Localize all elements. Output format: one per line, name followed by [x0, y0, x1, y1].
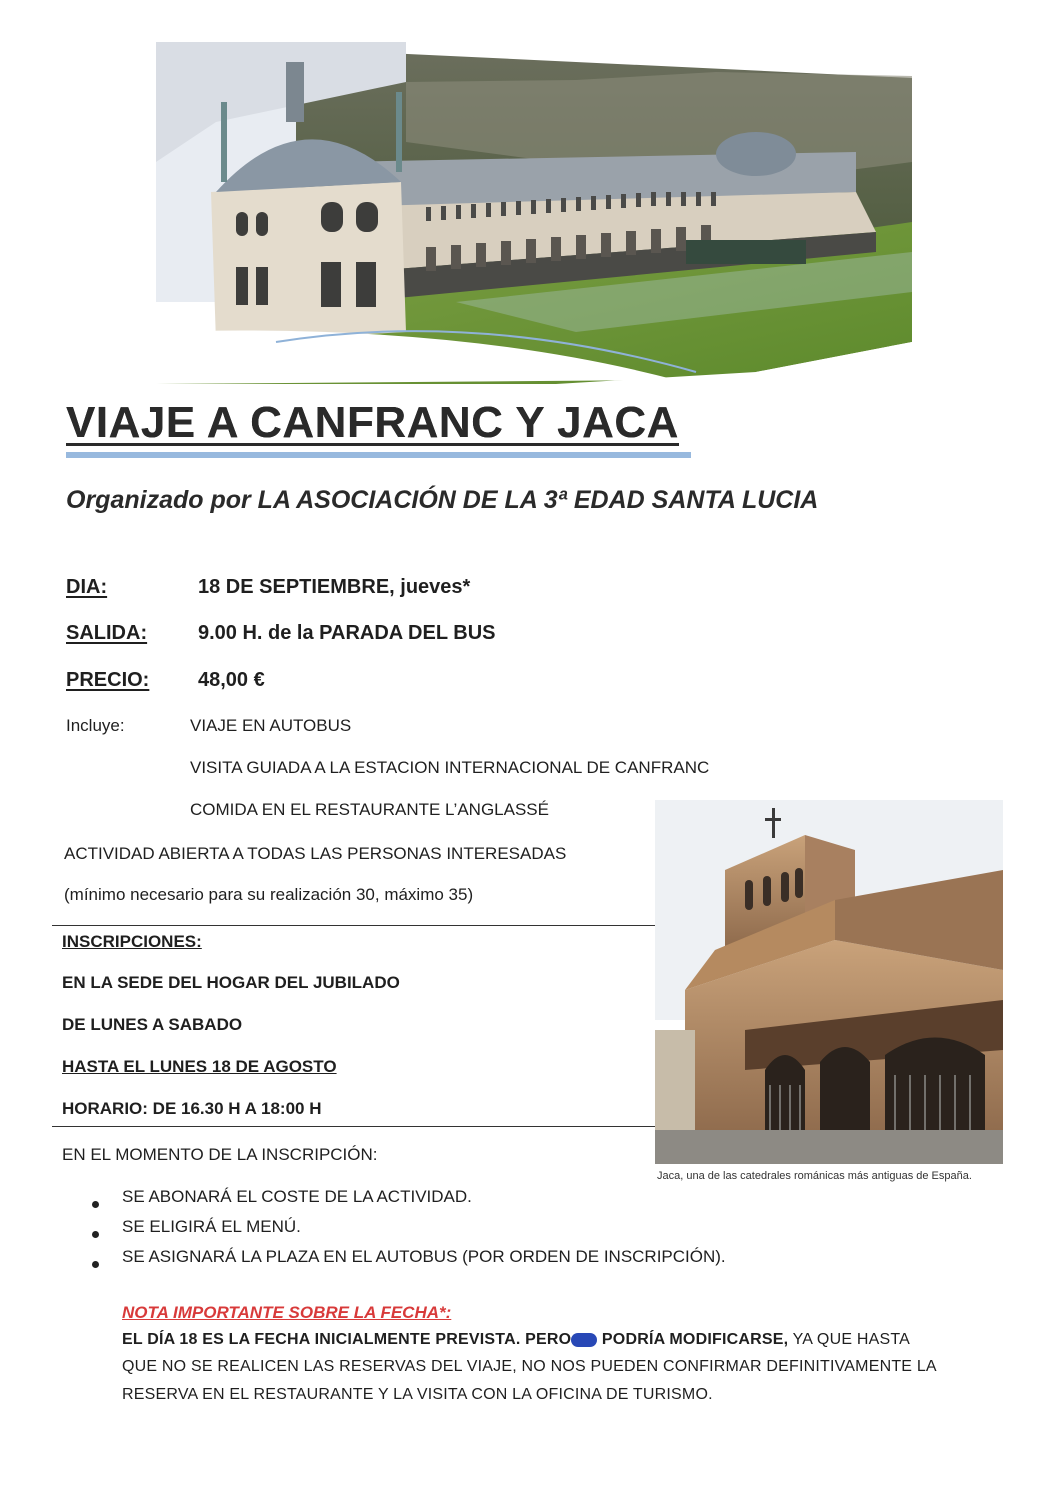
nota-line-1-rest: YA QUE HASTA — [788, 1331, 910, 1348]
list-item: SE ABONARÁ EL COSTE DE LA ACTIVIDAD. — [122, 1187, 472, 1206]
nota-line-3: RESERVA EN EL RESTAURANTE Y LA VISITA CON LA OFICINA DE TURISMO. — [122, 1386, 713, 1403]
nota-line-1 — [122, 1331, 910, 1349]
list-item: SE ELIGIRÁ EL MENÚ. — [122, 1217, 301, 1236]
incluye-label: Incluye: — [66, 716, 125, 735]
incluye-item: COMIDA EN EL RESTAURANTE L’ANGLASSÉ — [190, 800, 549, 819]
actividad-text: ACTIVIDAD ABIERTA A TODAS LAS PERSONAS INTERESADAS — [64, 844, 567, 863]
nota-line-1-bold-a: EL DÍA 18 ES LA FECHA INICIALMENTE PREVISTA. PERO — [122, 1331, 572, 1348]
dia-label: DIA: — [66, 576, 108, 598]
inscripciones-horario: HORARIO: DE 16.30 H A 18:00 H — [62, 1099, 322, 1118]
bullet-dot-icon — [92, 1195, 99, 1213]
precio-value: 48,00 € — [198, 669, 265, 691]
inscripciones-sede: EN LA SEDE DEL HOGAR DEL JUBILADO — [62, 973, 400, 992]
salida-label: SALIDA: — [66, 622, 148, 644]
precio-label: PRECIO: — [66, 669, 150, 691]
canfranc-station-photo — [156, 42, 912, 384]
dia-value: 18 DE SEPTIEMBRE, jueves* — [198, 576, 471, 598]
salida-value: 9.00 H. de la PARADA DEL BUS — [198, 622, 496, 644]
nota-line-2: QUE NO SE REALICEN LAS RESERVAS DEL VIAJE, NO NOS PUEDEN CONFIRMAR DEFINITIVAMENTE LA — [122, 1358, 937, 1375]
momento-heading: EN EL MOMENTO DE LA INSCRIPCIÓN: — [62, 1145, 378, 1164]
subtitle: Organizado por LA ASOCIACIÓN DE LA 3ª EDAD SANTA LUCIA — [66, 486, 819, 514]
title-underline-accent — [66, 452, 691, 458]
photo-caption: Jaca, una de las catedrales románicas más antiguas de España. — [657, 1170, 972, 1182]
inscripciones-heading: INSCRIPCIONES: — [62, 932, 202, 951]
incluye-item: VIAJE EN AUTOBUS — [190, 716, 352, 735]
nota-line-1-bold-b: PODRÍA MODIFICARSE, — [601, 1331, 789, 1348]
list-item: SE ASIGNARÁ LA PLAZA EN EL AUTOBUS (POR ORDEN DE INSCRIPCIÓN). — [122, 1247, 726, 1266]
inscripciones-hasta: HASTA EL LUNES 18 DE AGOSTO — [62, 1057, 337, 1076]
bullet-dot-icon — [92, 1225, 99, 1243]
incluye-item: VISITA GUIADA A LA ESTACION INTERNACIONAL DE CANFRANC — [190, 758, 710, 777]
page-title: VIAJE A CANFRANC Y JACA — [66, 398, 679, 447]
nota-heading: NOTA IMPORTANTE SOBRE LA FECHA*: — [122, 1303, 452, 1322]
minimo-text: (mínimo necesario para su realización 30, máximo 35) — [64, 885, 474, 904]
pen-scribble-mark — [571, 1333, 597, 1347]
bullet-dot-icon — [92, 1255, 99, 1273]
jaca-cathedral-photo — [655, 800, 1003, 1164]
inscripciones-dias: DE LUNES A SABADO — [62, 1015, 243, 1034]
